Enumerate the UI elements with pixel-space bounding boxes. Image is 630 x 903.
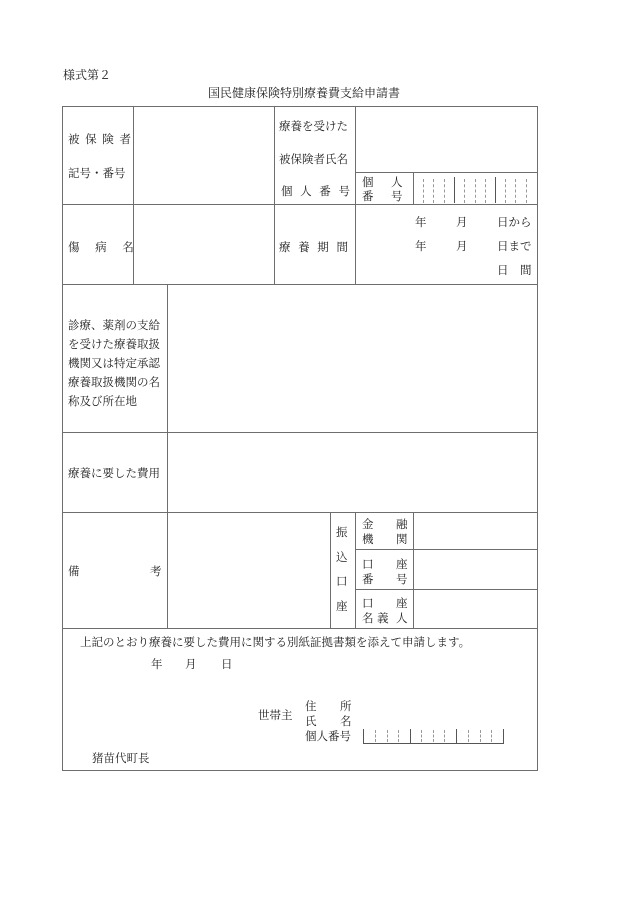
address-label-b: 所 [340,699,352,713]
treatment-period-label: 療 養 期 間 [279,240,350,254]
insured-number-label-line1: 被 保 険 者 [68,132,132,146]
institution-label [68,316,160,411]
personal-number-sublabel-a2: 人 [391,175,403,189]
householder-personal-number-label: 個人番号 [305,729,351,743]
form-number: 様式第２ [63,68,112,82]
address-label-a: 住 [305,699,317,713]
bank-transfer-char: 座 [336,598,348,613]
to-day: 日まで [497,239,532,253]
bank-transfer-char: 振 [336,525,348,539]
from-year: 年 [415,215,427,229]
institution-label-line: 療養取扱機関の名 [68,375,160,389]
from-month: 月 [456,215,468,229]
householder-personal-number-boxes[interactable] [363,727,504,744]
householder-label: 世帯主 [258,708,293,722]
account-holder-label: 人 [396,611,408,625]
declaration-month: 月 [185,657,197,671]
account-number-field[interactable] [414,550,537,589]
to-month: 月 [456,239,468,253]
to-year: 年 [415,239,427,253]
insured-number-field[interactable] [134,107,274,204]
remarks-label-b: 考 [150,564,162,578]
personal-number-sublabel-b2: 号 [391,189,403,203]
patient-name-label-line1: 療養を受けた [279,119,348,133]
page-title: 国民健康保険特別療養費支給申請書 [208,86,401,100]
institution-field[interactable] [168,285,537,432]
name-label-a: 氏 [305,714,317,728]
account-number-label: 座 [396,557,408,571]
bank-name-label: 関 [396,532,408,546]
declaration-day: 日 [221,657,233,671]
remarks-field[interactable] [168,513,330,628]
addressee: 猪苗代町長 [92,751,150,765]
bank-name-label: 機 [362,532,374,546]
personal-number-sublabel-a1: 個 [362,175,374,189]
institution-label-line: 機関又は特定承認 [68,356,160,370]
disease-name-label: 傷 病 名 [68,240,140,254]
institution-label-line: 称及び所在地 [68,394,137,408]
account-holder-label: 名 義 [362,611,389,625]
institution-label-line: を受けた療養取扱 [68,337,160,351]
insured-number-label-line2: 記号・番号 [68,166,126,180]
personal-number-label: 個 人 番 号 [281,184,352,198]
account-number-label: 番 [362,572,374,586]
disease-name-field[interactable] [134,205,274,284]
account-holder-field[interactable] [414,590,537,628]
name-label-b: 名 [340,714,352,728]
cost-field[interactable] [168,433,537,512]
patient-name-field[interactable] [356,107,537,172]
bank-name-label: 金 [362,517,374,531]
cost-label: 療養に要した費用 [68,466,160,480]
bank-transfer-label [336,520,348,618]
bank-name-field[interactable] [414,513,537,549]
from-day: 日から [497,215,532,229]
bank-transfer-char: 口 [336,574,348,588]
account-number-label: 口 [362,557,374,571]
period-days: 日 間 [497,263,532,277]
bank-name-label: 融 [396,517,408,531]
institution-label-line: 診療、薬剤の支給 [68,318,160,332]
personal-number-sublabel-b1: 番 [362,189,374,203]
account-holder-label: 口 [362,596,374,610]
bank-transfer-char: 込 [336,549,348,564]
account-holder-label: 座 [396,596,408,610]
account-number-label: 号 [396,572,408,586]
declaration-year: 年 [151,657,163,671]
patient-name-label-line2: 被保険者氏名 [279,152,348,166]
personal-number-digit-boxes[interactable] [414,173,537,204]
remarks-label-a: 備 [68,564,80,578]
declaration-text: 上記のとおり療養に要した費用に関する別紙証拠書類を添えて申請します。 [80,635,471,649]
